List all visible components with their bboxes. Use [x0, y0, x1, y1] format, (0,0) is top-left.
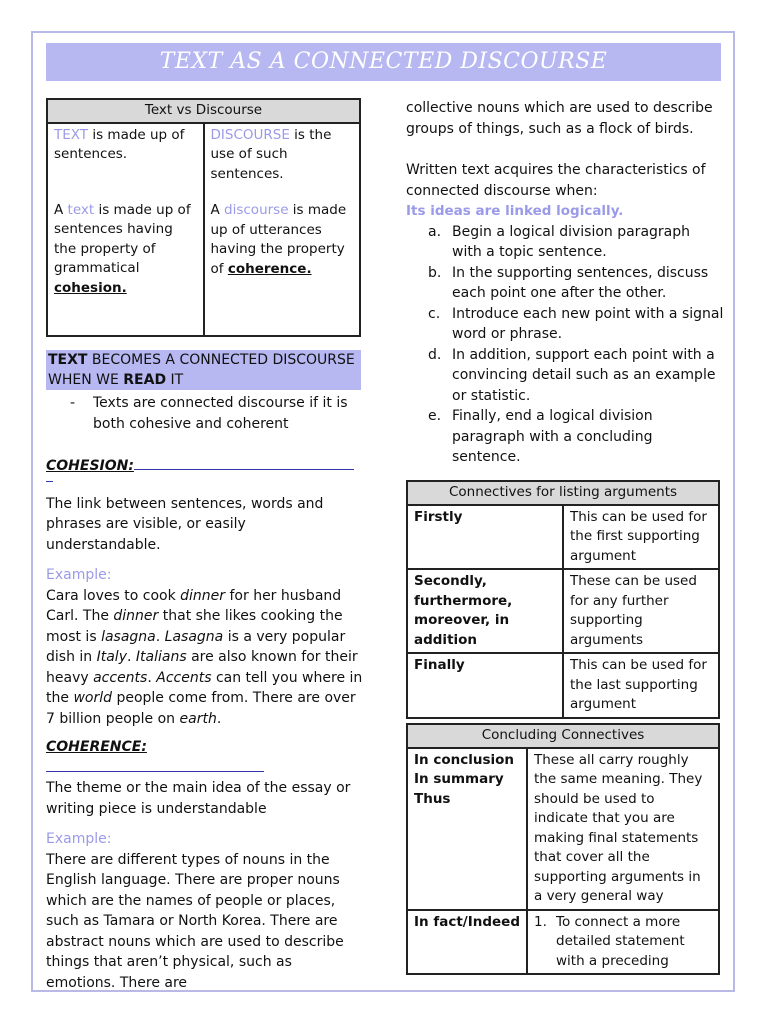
coherence-definition: The theme or the main idea of the essay or writing piece is understandable	[46, 780, 351, 817]
ideas-heading: Its ideas are linked logically.	[406, 203, 624, 219]
connective-term: Firstly	[407, 505, 563, 570]
step-marker: b.	[428, 264, 442, 281]
coherence-underline	[46, 761, 264, 772]
example-emphasis: Italians	[135, 649, 187, 665]
listing-connectives-table	[406, 480, 720, 719]
banner-text-bold: TEXT	[48, 352, 88, 368]
table-row	[407, 653, 719, 718]
example-emphasis: earth	[179, 710, 217, 727]
example-text-segment: for her husband Carl. The	[46, 587, 342, 624]
concluding-connectives-table	[406, 723, 720, 975]
discourse-term: DISCOURSE	[210, 126, 290, 143]
step-marker: e.	[428, 408, 442, 424]
cohesion-example-text	[46, 586, 364, 730]
text-def-1: is made up of sentences.	[54, 126, 185, 162]
text-vs-discourse-table	[46, 98, 361, 337]
step-text: Introduce each new point with a signal word or phrase.	[452, 305, 724, 342]
coherence-key: coherence.	[227, 260, 312, 277]
listing-table-header: Connectives for listing arguments	[407, 481, 719, 505]
text-def-2b: is made up of sentences having the property of grammatical	[54, 201, 191, 276]
text-definition-cell	[47, 123, 204, 336]
step-text: Begin a logical division paragraph with a topic sentence.	[452, 223, 690, 260]
cohesion-underline-tail	[46, 479, 53, 482]
banner-bullet	[70, 393, 360, 434]
connective-description: This can be used for the last supporting argument	[563, 653, 719, 718]
step-marker: a.	[428, 223, 442, 240]
cohesion-heading: COHESION:	[46, 458, 134, 474]
concluding-terms-cell	[407, 748, 527, 910]
example-text-segment: Cara loves to cook	[46, 587, 181, 604]
example-text-segment: .	[216, 710, 222, 727]
example-text-segment: .	[147, 669, 157, 686]
step-marker: d.	[428, 346, 442, 363]
coherence-section	[46, 737, 364, 993]
bullet-text: Texts are connected discourse if it is both cohesive and coherent	[93, 395, 348, 432]
step-text: In the supporting sentences, discuss each point one after the other.	[452, 264, 709, 301]
example-text-segment: is a very popular dish in	[46, 628, 346, 665]
discourse-intro: Written text acquires the characteristics of connected discourse when:	[406, 162, 706, 199]
right-column-text	[406, 98, 724, 468]
continuation-text: collective nouns which are used to describe groups of things, such as a flock of birds.	[406, 100, 713, 137]
in-fact-desc-cell	[527, 910, 719, 975]
page-title: TEXT AS A CONNECTED DISCOURSE	[46, 43, 721, 81]
discourse-definition-cell	[204, 123, 361, 336]
text-vs-discourse-header: Text vs Discourse	[47, 99, 360, 123]
example-text-segment: can tell you where in the	[46, 669, 363, 706]
banner-it: IT	[166, 372, 184, 388]
term-thus: Thus	[414, 790, 451, 807]
step-item	[406, 304, 724, 345]
cohesion-section	[46, 456, 364, 729]
cohesion-definition: The link between sentences, words and phrases are visible, or easily understandable.	[46, 495, 324, 553]
connective-term: Finally	[407, 653, 563, 718]
step-text: In addition, support each point with a convincing detail such as an example or statistic.	[452, 346, 716, 404]
connective-description: These can be used for any further supporting arguments	[563, 569, 719, 653]
step-text: Finally, end a logical division paragraph with a concluding sentence.	[452, 408, 653, 465]
steps-list	[406, 222, 724, 468]
example-text-segment: are also known for their heavy	[46, 649, 358, 686]
discourse-def-1: is the use of such sentences.	[210, 126, 332, 182]
concluding-table-header: Concluding Connectives	[407, 724, 719, 748]
in-fact-desc: To connect a more detailed statement with a preceding	[556, 913, 685, 969]
discourse-def-2a: A	[210, 202, 225, 218]
step-item	[406, 263, 724, 304]
coherence-example-label: Example:	[46, 831, 112, 847]
table-row	[407, 569, 719, 653]
step-item	[406, 406, 724, 468]
example-emphasis: Italy	[96, 649, 127, 665]
step-item	[406, 222, 724, 263]
example-emphasis: accents	[93, 669, 148, 686]
connected-discourse-banner	[46, 350, 361, 390]
cohesion-example-label: Example:	[46, 567, 112, 583]
in-fact-marker: 1.	[534, 913, 547, 930]
step-marker: c.	[428, 305, 441, 322]
cohesion-key: cohesion.	[54, 279, 127, 296]
example-emphasis: dinner	[113, 608, 159, 624]
text-def-2a: A	[54, 201, 68, 218]
cohesion-underline	[134, 459, 354, 470]
coherence-heading: COHERENCE:	[46, 739, 147, 755]
example-text-segment: .	[155, 628, 165, 645]
banner-text: BECOMES A CONNECTED DISCOURSE WHEN WE	[48, 352, 355, 388]
text-term-2: text	[67, 201, 95, 218]
connective-term: Secondly, furthermore, moreover, in addition	[407, 569, 563, 653]
discourse-def-2b: is made up of utterances having the property of	[210, 202, 347, 277]
example-emphasis: dinner	[180, 587, 226, 604]
example-emphasis: Lasagna	[164, 628, 224, 645]
example-text-segment: people come from. There are over 7 billion people on	[46, 690, 356, 727]
concluding-desc-cell: These all carry roughly the same meaning. They should be used to indicate that you are making final statements that cover all the supporting arguments in a very general way	[527, 748, 719, 910]
text-term: TEXT	[54, 126, 89, 143]
banner-read-bold: READ	[123, 372, 167, 388]
example-text-segment: that she likes cooking the most is	[46, 608, 343, 645]
example-emphasis: lasagna	[101, 628, 156, 645]
example-emphasis: Accents	[156, 669, 212, 686]
example-text-segment: .	[126, 649, 136, 665]
coherence-example-text: There are different types of nouns in the English language. There are proper nouns which are the names of people or places, such as Tamara or North Korea. There are abstract nouns which are used to describe things that aren’t physical, such as emotions. There are	[46, 851, 344, 991]
connective-description: This can be used for the first supporting argument	[563, 505, 719, 570]
step-item	[406, 345, 724, 407]
term-in-conclusion: In conclusion	[414, 751, 515, 768]
in-fact-term-cell: In fact/Indeed	[407, 910, 527, 975]
discourse-term-2: discourse	[224, 202, 289, 218]
example-emphasis: world	[73, 690, 112, 706]
term-in-summary: In summary	[414, 771, 504, 787]
table-row	[407, 505, 719, 570]
bullet-dash: -	[70, 395, 76, 411]
